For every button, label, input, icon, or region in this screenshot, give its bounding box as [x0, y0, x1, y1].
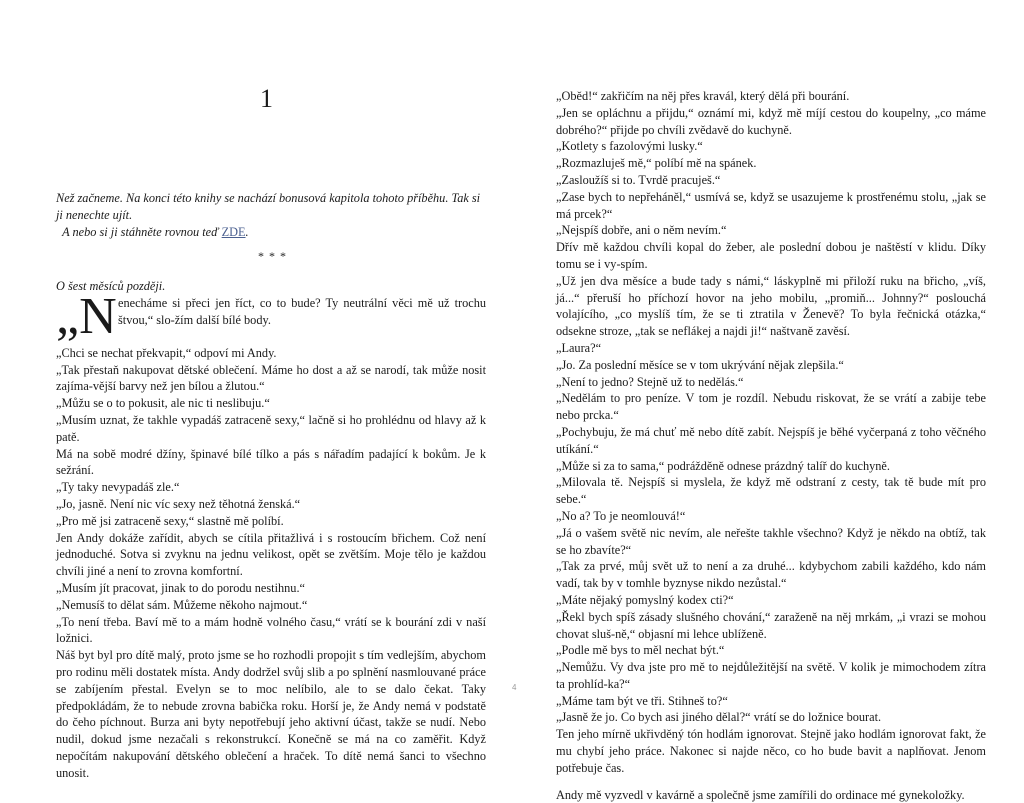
- final-paragraph: Andy mě vyzvedl v kavárně a společně jsme zamířili do ordinace mé gynekoložky.: [556, 787, 965, 802]
- paragraph: „Pochybuju, že má chuť mě nebo dítě zabít. Nejspíš je běhé vyčerpaná z toho věčného utíkání.“: [556, 424, 986, 456]
- paragraph: „Já o vašem světě nic nevím, ale neřešte takhle všechno? Když je někdo na obtíž, tak se ho zbavíte?“: [556, 525, 986, 557]
- paragraph: „Milovala tě. Nejspíš si myslela, že když mě odstraní z cesty, tak tě bude mít pro sebe.“: [556, 475, 986, 507]
- paragraph: „Nemusíš to dělat sám. Můžeme někoho najmout.“: [56, 597, 308, 612]
- drop-cap: „N: [56, 287, 117, 345]
- drop-cap-text: enecháme si přeci jen říct, co to bude? Ty neutrální věci mě už trochu štvou,“ slo-žím další bílé body.: [118, 295, 486, 327]
- section-subtitle: O šest měsíců později.: [56, 279, 166, 293]
- paragraph: „Musím uznat, že takhle vypadáš zatraceně sexy,“ lačně si ho prohlédnu od hlavy až k patě.: [56, 412, 486, 444]
- right-page: [556, 0, 986, 802]
- paragraph: Ten jeho mírně ukřivděný tón hodlám ignorovat. Stejně jako hodlám ignorovat fakt, že mu chybí jeho práce. Nakonec si najde něco, co ho bude bavit a naplňovat. Jenom potřebuje čas.: [556, 727, 986, 775]
- paragraph: „Už jen dva měsíce a bude tady s námi,“ láskyplně mi přiloží ruku na břicho, „víš, já...“ přeruší ho příchozí hovor na jeho mobilu, „promiň... Johnny?“ poslouchá volajícího, „co myslíš tím, že se ti ztratila v Ženevě? To byla řečnická otázka,“ odsekne stroze, „tak se neflákej a najdi ji!“ naštvaně zavěsí.: [556, 273, 986, 339]
- paragraph: „Chci se nechat překvapit,“ odpoví mi Andy.: [56, 345, 277, 360]
- paragraph: „Laura?“: [556, 340, 602, 355]
- paragraph: „Oběd!“ zakřičím na něj přes kravál, který dělá při bourání.: [556, 89, 850, 103]
- paragraph: „Zase bych to nepřeháněl,“ usmívá se, když se usazujeme k prostřenému stolu, „jak se má prcek?“: [556, 189, 986, 221]
- paragraph: Dřív mě každou chvíli kopal do žeber, ale poslední dobou je naštěstí v klidu. Díky tomu se i vy-spím.: [556, 240, 986, 271]
- paragraph: „Musím jít pracovat, jinak to do porodu nestihnu.“: [56, 580, 305, 595]
- paragraph: Náš byt byl pro dítě malý, proto jsme se ho rozhodli propojit s tím vedlejším, abychom pro rodinu měli dostatek místa. Andy dodržel svůj slib a po splnění nasmlouvané práce se zabíjením přestal. Evelyn se to moc nelíbilo, ale to se dalo čekat. Taky předpokládám, že to nebude zrovna babička roku. Horší je, že Andy nemá v podstatě do čeho píchnout. Burza ani byty nepotřebují jeho aktivní účast, takže se nudí. Nebo nudil, dokud jsme nezačali s rekonstrukcí. Konečně se má na co zaměřit. Když nepočítám nakupování dětského oblečení a hraček. To dítě nemá šanci to všechno unosit.: [56, 648, 486, 780]
- intro-line-1: Než začneme. Na konci této knihy se nachází bonusová kapitola tohoto příběhu. Tak si ji nenechte ujít.: [56, 191, 481, 222]
- paragraph: „Rozmazluješ mě,“ políbí mě na spánek.: [556, 156, 757, 171]
- paragraph: „Pro mě jsi zatraceně sexy,“ slastně mě políbí.: [56, 513, 284, 528]
- paragraph: Má na sobě modré džíny, špinavé bílé tílko a pás s nářadím padající k bokům. Je k sežrání.: [56, 446, 486, 478]
- paragraph: Jen Andy dokáže zařídit, abych se cítila přitažlivá i s rostoucím břichem. Což není jednoduché. Sotva si zvyknu na jednu velikost, opět se zvětším. Moje tělo je každou chvíli jiné a není to zrovna komfortní.: [56, 530, 486, 579]
- paragraph: „Máme tam být ve tři. Stihneš to?“: [556, 693, 728, 708]
- paragraph: „Tak přestaň nakupovat dětské oblečení. Máme ho dost a až se narodí, tak může nosit zajíma-vější barvy než jen bílou a žlutou.“: [56, 362, 486, 394]
- paragraph: „Může si za to sama,“ podrážděně odnese prázdný talíř do kuchyně.: [556, 458, 890, 473]
- paragraph: „Máte nějaký pomyslný kodex cti?“: [556, 592, 734, 607]
- paragraph: „No a? To je neomlouvá!“: [556, 508, 686, 523]
- paragraph: „Můžu se o to pokusit, ale nic ti neslibuju.“: [56, 396, 270, 411]
- paragraph: „Řekl bych spíš zásady slušného chování,“ zaraženě na něj mrkám, „i vrazi se mohou chovat sluš-ně,“ objasní mi lehce ublíženě.: [556, 609, 986, 641]
- paragraph: „Jo. Za poslední měsíce se v tom ukrývání nějak zlepšila.“: [556, 357, 844, 372]
- paragraph: „Jo, jasně. Není nic víc sexy než těhotná ženská.“: [56, 496, 301, 511]
- intro-line-2: A nebo si ji stáhněte rovnou teď ZDE.: [62, 224, 249, 239]
- paragraph: „Podle mě bys to měl nechat být.“: [556, 643, 725, 658]
- opening-paragraph: [56, 287, 486, 345]
- chapter-number: 1: [260, 84, 273, 113]
- paragraph: „Tak za prvé, můj svět už to není a za druhé... kdybychom zabili každého, kdo nám vadí, tak by v tomhle byznyse nikdo nezůstal.“: [556, 559, 986, 591]
- left-body-text: [56, 278, 486, 782]
- paragraph: „Nejspíš dobře, ani o něm nevím.“: [556, 223, 727, 238]
- paragraph: „Ty taky nevypadáš zle.“: [56, 480, 180, 495]
- paragraph: „Nedělám to pro peníze. V tom je rozdíl. Nebudu riskovat, že se vrátí a zabije tebe nebo prcka.“: [556, 391, 986, 423]
- paragraph: „Jen se opláchnu a přijdu,“ oznámí mi, když mě míjí cestou do koupelny, „co máme dobrého?“ přijde po chvíli zvědavě do kuchyně.: [556, 105, 986, 137]
- left-page: [56, 0, 486, 780]
- section-separator: * * *: [258, 249, 287, 263]
- paragraph: „Zasloužíš si to. Tvrdě pracuješ.“: [556, 172, 721, 187]
- right-body-text: [556, 88, 986, 803]
- paragraph: „Není to jedno? Stejně už to nedělás.“: [556, 374, 744, 389]
- page-number: 4: [512, 683, 517, 692]
- left-paragraphs: [56, 345, 486, 782]
- paragraph: „Nemůžu. Vy dva jste pro mě to nejdůležitější na světě. V kolik je mimochodem zítra ta prohlíd-ka?“: [556, 660, 986, 691]
- paragraph: „Jasně že jo. Co bych asi jiného dělal?“ vrátí se do ložnice bourat.: [556, 710, 882, 725]
- right-paragraphs: [556, 88, 986, 777]
- download-link[interactable]: ZDE: [221, 224, 246, 239]
- paragraph: „To není třeba. Baví mě to a mám hodně volného času,“ vrátí se k bourání zdi v naší ložnici.: [56, 614, 486, 646]
- paragraph: „Kotlety s fazolovými lusky.“: [556, 139, 703, 154]
- intro-note: [56, 190, 486, 240]
